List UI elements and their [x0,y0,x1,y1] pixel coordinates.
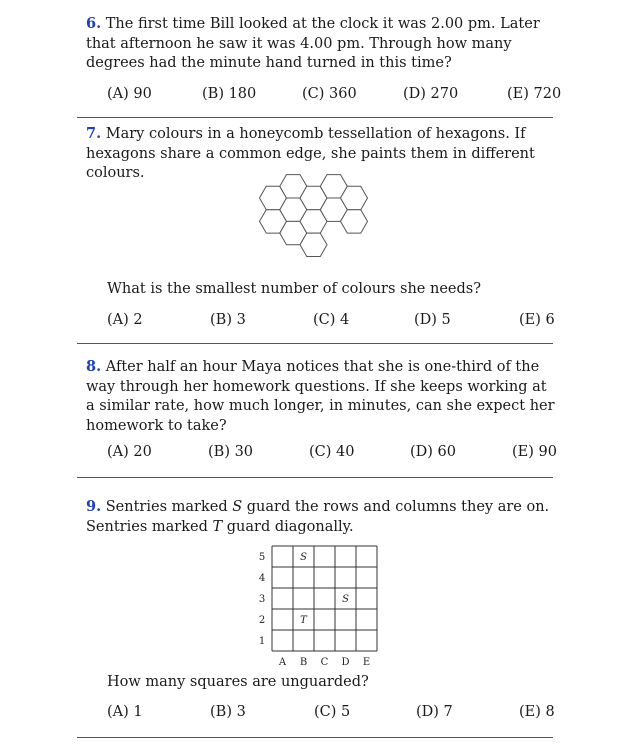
column-label: D [341,657,350,668]
answer-options-7 [107,312,555,332]
question-number: 7. [86,125,102,142]
option-b[interactable]: (B) 3 [210,704,246,720]
question-6 [86,14,556,74]
divider [77,477,553,478]
sentry-marker: S [300,552,307,563]
sentry-marker: S [342,594,349,605]
question-8 [86,357,556,436]
option-c[interactable]: (C) 360 [302,86,357,102]
sentry-grid-figure [252,544,384,670]
sentry-s-symbol: S [232,499,243,515]
option-b[interactable]: (B) 180 [202,86,257,102]
question-9 [86,497,556,537]
answer-options-9 [107,704,555,724]
option-d[interactable]: (D) 5 [414,312,451,328]
sentry-marker: T [300,615,307,626]
sentry-t-symbol: T [212,518,223,535]
column-label: C [320,657,329,668]
question-number: 8. [86,358,102,375]
divider [77,117,553,118]
column-label: E [362,657,371,668]
option-e[interactable]: (E) 90 [512,444,557,460]
option-b[interactable]: (B) 30 [208,444,254,460]
option-b[interactable]: (B) 3 [210,312,246,328]
row-label: 4 [258,573,266,584]
row-label: 2 [258,615,266,626]
answer-options-8 [107,444,555,464]
question-text-part: guard diagonally. [222,518,354,535]
question-text: Mary colours in a honeycomb tessellation of hexagons. If hexagons share a common edge, she paints them in different colours. [86,126,535,181]
option-a[interactable]: (A) 20 [107,444,152,460]
option-c[interactable]: (C) 40 [309,444,355,460]
option-d[interactable]: (D) 7 [416,704,453,720]
option-e[interactable]: (E) 720 [507,86,562,102]
option-e[interactable]: (E) 6 [519,312,555,328]
option-d[interactable]: (D) 60 [410,444,456,460]
row-label: 3 [258,594,266,605]
question-text-part: guard the rows and columns they are on. Sentries marked [86,499,550,535]
column-label: B [299,657,308,668]
honeycomb-figure [255,168,395,272]
option-e[interactable]: (E) 8 [519,704,555,720]
question-text-part: Sentries marked [105,499,233,515]
question-number: 6. [86,15,102,32]
divider [77,343,553,344]
option-c[interactable]: (C) 5 [314,704,351,720]
column-label: A [278,657,287,668]
option-a[interactable]: (A) 2 [107,312,143,328]
question-text: The first time Bill looked at the clock it was 2.00 pm. Later that afternoon he saw it was 4.00 pm. Through how many degrees had the minute hand turned in this time? [86,16,540,71]
question-number: 9. [86,498,102,515]
row-label: 5 [258,552,266,563]
divider [77,737,553,738]
question-prompt: What is the smallest number of colours she needs? [107,281,481,297]
row-label: 1 [258,636,266,647]
question-text: After half an hour Maya notices that she is one-third of the way through her homework questions. If she keeps working at a similar rate, how much longer, in minutes, can she expect her homework to take? [86,359,555,434]
option-c[interactable]: (C) 4 [313,312,350,328]
option-a[interactable]: (A) 1 [107,704,143,720]
answer-options-6 [107,86,562,106]
question-prompt: How many squares are unguarded? [107,674,369,690]
option-d[interactable]: (D) 270 [403,86,459,102]
option-a[interactable]: (A) 90 [107,86,152,102]
